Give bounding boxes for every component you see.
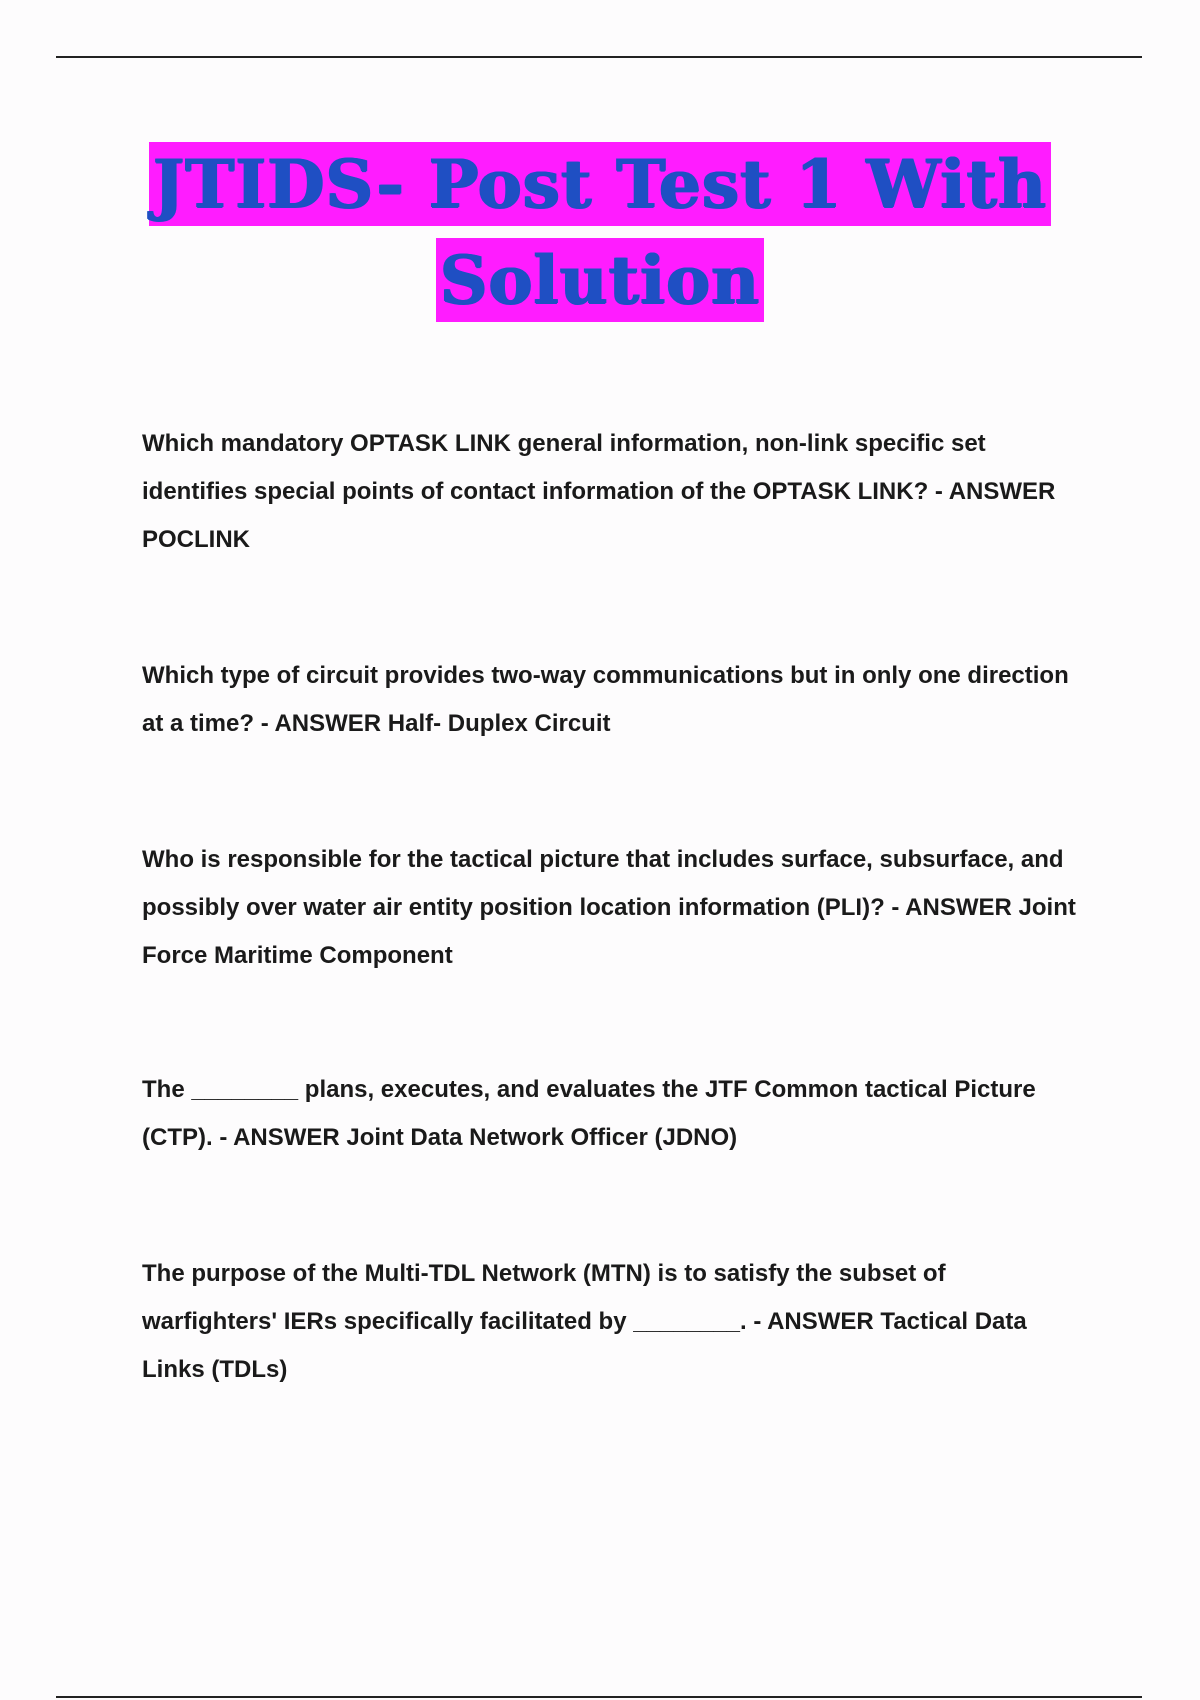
qa-item-3: Who is responsible for the tactical picture that includes surface, subsurface, and possibly over water air entity position location information (PLI)? - ANSWER Joint Force Maritime Component (142, 846, 1076, 969)
top-rule (56, 56, 1142, 58)
title-line-1: JTIDS- Post Test 1 With (149, 142, 1051, 226)
bottom-rule (56, 1696, 1142, 1698)
title-line-2: Solution (436, 238, 764, 322)
qa-item-2: Which type of circuit provides two-way communications but in only one direction at a time? - ANSWER Half- Duplex Circuit (142, 662, 1069, 737)
document-title (0, 142, 1200, 322)
qa-item-5: The purpose of the Multi-TDL Network (MTN) is to satisfy the subset of warfighters' IERs specifically facilitated by ________. - ANSWER Tactical Data Links (TDLs) (142, 1260, 1027, 1383)
qa-item-4: The ________ plans, executes, and evaluates the JTF Common tactical Picture (CTP). - ANSWER Joint Data Network Officer (JDNO) (142, 1076, 1036, 1151)
qa-item-1: Which mandatory OPTASK LINK general information, non-link specific set identifies special points of contact information of the OPTASK LINK? - ANSWER POCLINK (142, 430, 1056, 553)
